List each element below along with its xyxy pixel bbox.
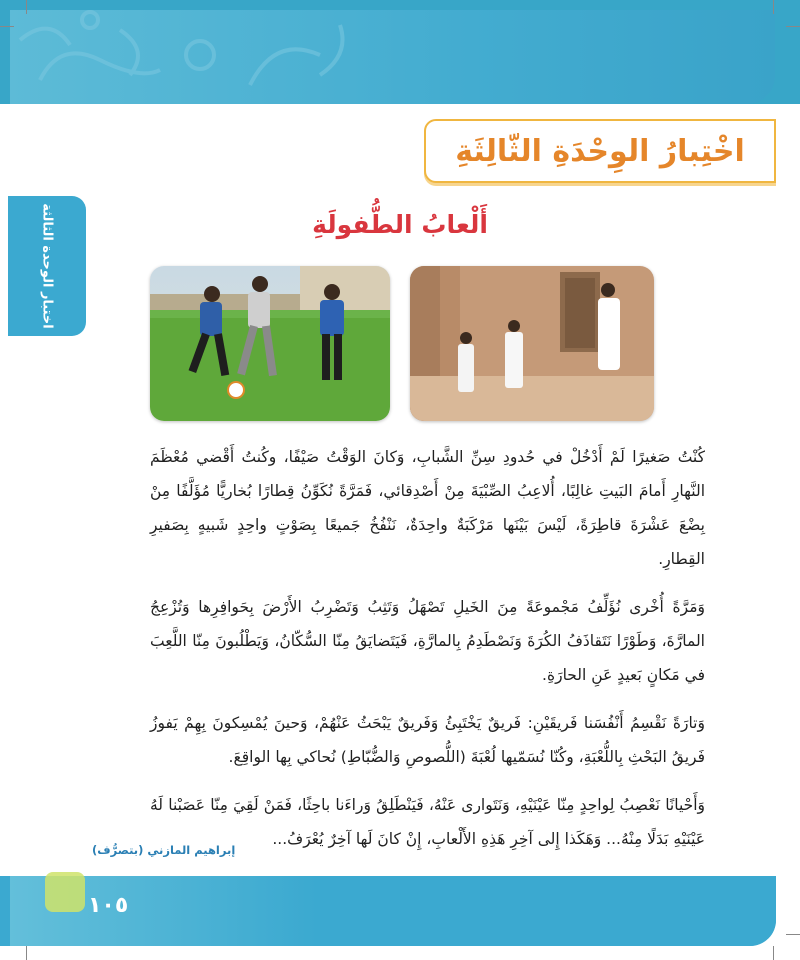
photo-boys-in-alley [410,266,654,421]
crop-mark [773,0,774,14]
publisher-logo-icon [45,872,85,912]
crop-mark [26,946,27,960]
story-paragraph: وَتارَةً نَقْسِمُ أَنْفُسَنا فَريقَيْنِ: فَريقٌ يَخْتَبِئُ وَفَريقٌ يَبْحَثُ عَنْهُمْ، وَحينَ يُمْسِكونَ بِهِمْ يَفوزُ فَريقُ البَحْثِ بِاللُّعْبَةِ، وكُنّا نُسَمّيها لُعْبَةَ (اللُّصوصِ وَالضُّبّاطِ) نُحاكي بِها الواقِعَ. [150,714,705,766]
photo-boys-playing-football [150,266,390,421]
story-paragraph: كُنْتُ صَغيرًا لَمْ أَدْخُلْ في حُدودِ سِنِّ الشَّبابِ، وَكانَ الوَقْتُ صَيْفًا، وكُنتُ أَقْضي مُعْظَمَ النَّهارِ أَمامَ البَيتِ غالِبًا، أُلاعِبُ الصِّبْيَةَ مِنْ أَصْدِقائي، فَمَرَّةً نُكَوِّنُ قِطارًا بُخاريًّا مُؤَلَّفًا مِنْ بِضْعَ عَشْرَةَ قاطِرَةً، لَيْسَ بَيْنَها مَرْكَبَةٌ واحِدَةٌ، نَنْفُخُ جَميعًا بِصَوْتٍ واحِدٍ شَبيهٍ بِصَفيرِ القِطارِ. [150,448,705,568]
crop-mark [786,934,800,935]
header-pattern-icon [0,0,800,104]
side-tab [8,196,86,336]
crop-mark [26,0,27,14]
story-source: إبراهيم المازني (بتصرُّف) [92,843,236,857]
story-body [150,440,705,870]
photo-alley-illustration [410,266,654,421]
photo-football-illustration [150,266,390,421]
unit-test-title-box [424,119,776,183]
story-paragraph: وَمَرَّةً أُخْرى نُؤَلِّفُ مَجْموعَةً مِنَ الخَيلِ تَصْهَلُ وَتَثِبُ وَتَضْرِبُ الأَرْضَ بِحَوافِرِها وَتُزْعِجُ المارَّةَ، وَطَوْرًا نَتَقاذَفُ الكُرَةَ وَنَصْطَدِمُ بِالمارَّةِ، فَيَتَضايَقُ مِنّا السُّكّانُ، وَيَطْلُبونَ مِنّا اللَّعِبَ في مَكانٍ بَعيدٍ عَنِ الحارَةِ. [150,598,705,684]
story-paragraph: وَأَحْيانًا نَعْصِبُ لِواحِدٍ مِنّا عَيْنَيْهِ، وَنَتَوارى عَنْهُ، فَيَنْطَلِقُ وَراءَنا باحِثًا، فَمَنْ لَقِيَ مِنّا عَصَبْنا لَهُ عَيْنَيْهِ بَدَلًا مِنْهُ... وَهَكَذا إِلى آخِرِ هَذِهِ الأَلْعابِ، إِنْ كانَ لَها آخِرٌ يُعْرَفُ... [150,796,705,848]
story-title: أَلْعابُ الطُّفولَةِ [312,210,488,239]
crop-mark [786,26,800,27]
crop-mark [773,946,774,960]
unit-test-title: اخْتِبارُ الوِحْدَةِ الثّالِثَةِ [455,133,745,169]
side-tab-label: اختبار الوحدة الثالثة [39,203,55,329]
crop-mark [0,26,14,27]
header-band [0,0,800,104]
page-number: ١٠٥ [88,893,129,918]
